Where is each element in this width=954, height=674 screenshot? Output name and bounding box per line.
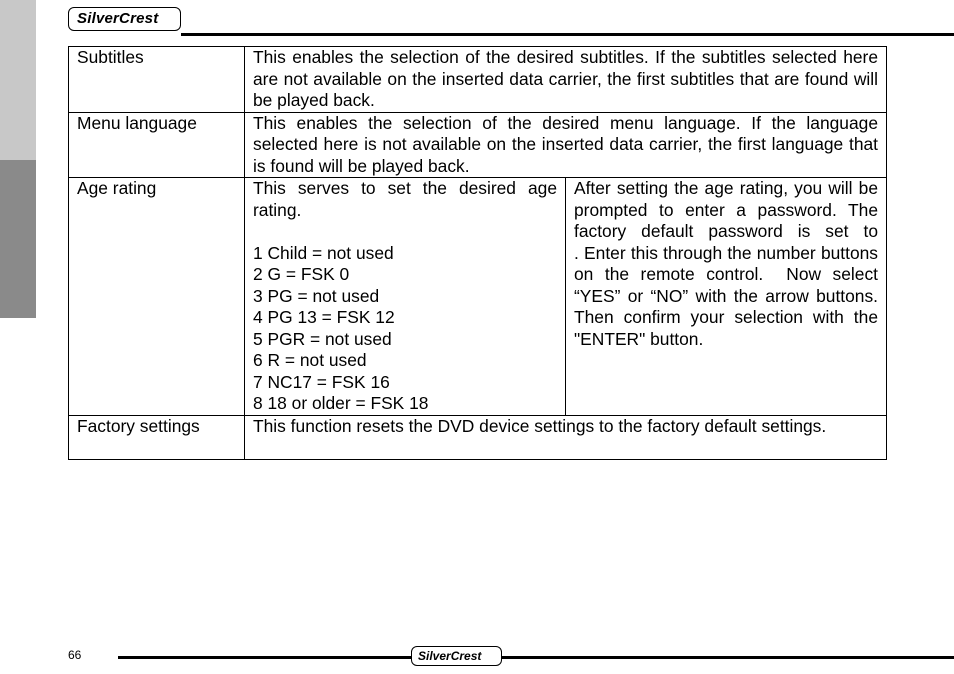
rating-item: 3 PG = not used <box>253 285 380 306</box>
row-label: Menu language <box>69 112 245 178</box>
rating-item: 7 NC17 = FSK 16 <box>253 371 390 392</box>
rating-item: 1 Child = not used <box>253 242 394 263</box>
rating-item: 2 G = FSK 0 <box>253 264 350 284</box>
settings-table <box>68 46 927 460</box>
row-description: This function resets the DVD device settings to the factory default settings. <box>245 416 887 460</box>
footer-rule <box>118 656 954 659</box>
row-label: Factory settings <box>69 416 245 460</box>
brand-logo-header: SilverCrest <box>68 7 181 31</box>
row-label: Subtitles <box>69 47 245 113</box>
row-description: This enables the selection of the desired subtitles. If the subtitles selected here are not available on the inserted data carrier, the first subtitles that are found will be played back. <box>245 47 887 113</box>
age-rating-password-note: After setting the age rating, you will be prompted to enter a password. The factory default password is set to . Enter this through the number buttons on the remote control. Now select “YES” or “NO” with the arrow buttons. Then confirm your selection with the "ENTER" button. <box>566 178 887 416</box>
rating-item: 8 18 or older = FSK 18 <box>253 393 429 413</box>
table-row <box>69 416 887 460</box>
header-rule <box>181 33 954 36</box>
row-description: This enables the selection of the desired menu language. If the language selected here is not available on the inserted data carrier, the first language that is found will be played back. <box>245 112 887 178</box>
rating-item: 5 PGR = not used <box>253 328 392 349</box>
rating-item: 6 R = not used <box>253 350 367 370</box>
page-number: 66 <box>68 648 82 662</box>
table-row <box>69 112 887 178</box>
age-rating-intro: This serves to set the desired age rating. <box>253 178 557 220</box>
side-tab-dark <box>0 160 36 318</box>
table-row <box>69 47 887 113</box>
table-row <box>69 178 887 416</box>
rating-item: 4 PG 13 = FSK 12 <box>253 307 395 327</box>
row-label: Age rating <box>69 178 245 416</box>
age-rating-options <box>245 178 566 416</box>
brand-logo-footer: SilverCrest <box>411 646 502 666</box>
side-tab-light <box>0 0 36 160</box>
